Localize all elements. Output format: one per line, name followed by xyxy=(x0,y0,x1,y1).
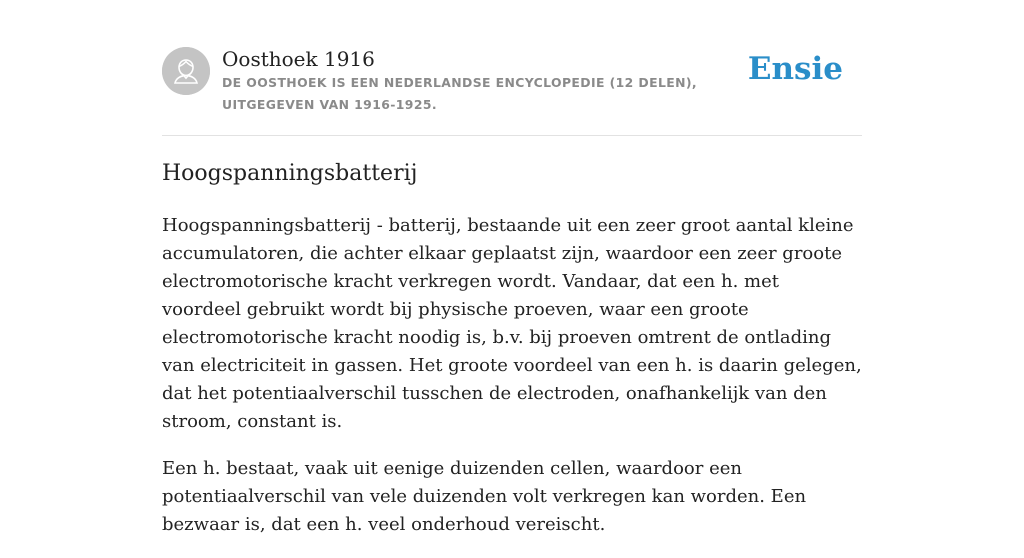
source-name[interactable]: Oosthoek 1916 xyxy=(222,47,375,71)
article-title: Hoogspanningsbatterij xyxy=(162,161,418,186)
article-paragraph: Hoogspanningsbatterij - batterij, bestaande uit een zeer groot aantal kleine accumulatoren, die achter elkaar geplaatst zijn, waardoor een zeer groote electromotorische kracht verkregen wordt. Vandaar, dat een h. met voordeel gebruikt wordt bij physische proeven, waar een groote electromotorische kracht noodig is, b.v. bij proeven omtrent de ontlading van electriciteit in gassen. Het groote voordeel van een h. is daarin gelegen, dat het potentiaalverschil tusschen de electroden, onafhankelijk van den stroom, constant is. xyxy=(162,215,862,432)
user-icon xyxy=(162,47,210,95)
article-body xyxy=(162,212,862,558)
ensie-logo[interactable]: Ensie xyxy=(747,51,843,87)
source-header xyxy=(162,44,862,136)
source-avatar[interactable] xyxy=(162,47,210,95)
source-description: DE OOSTHOEK IS EEN NEDERLANDSE ENCYCLOPEDIE (12 DELEN), UITGEGEVEN VAN 1916-1925. xyxy=(222,75,698,112)
article-paragraph: Een h. bestaat, vaak uit eenige duizenden cellen, waardoor een potentiaalverschil van vele duizenden volt verkregen kan worden. Een bezwaar is, dat een h. veel onderhoud vereischt. xyxy=(162,458,807,535)
